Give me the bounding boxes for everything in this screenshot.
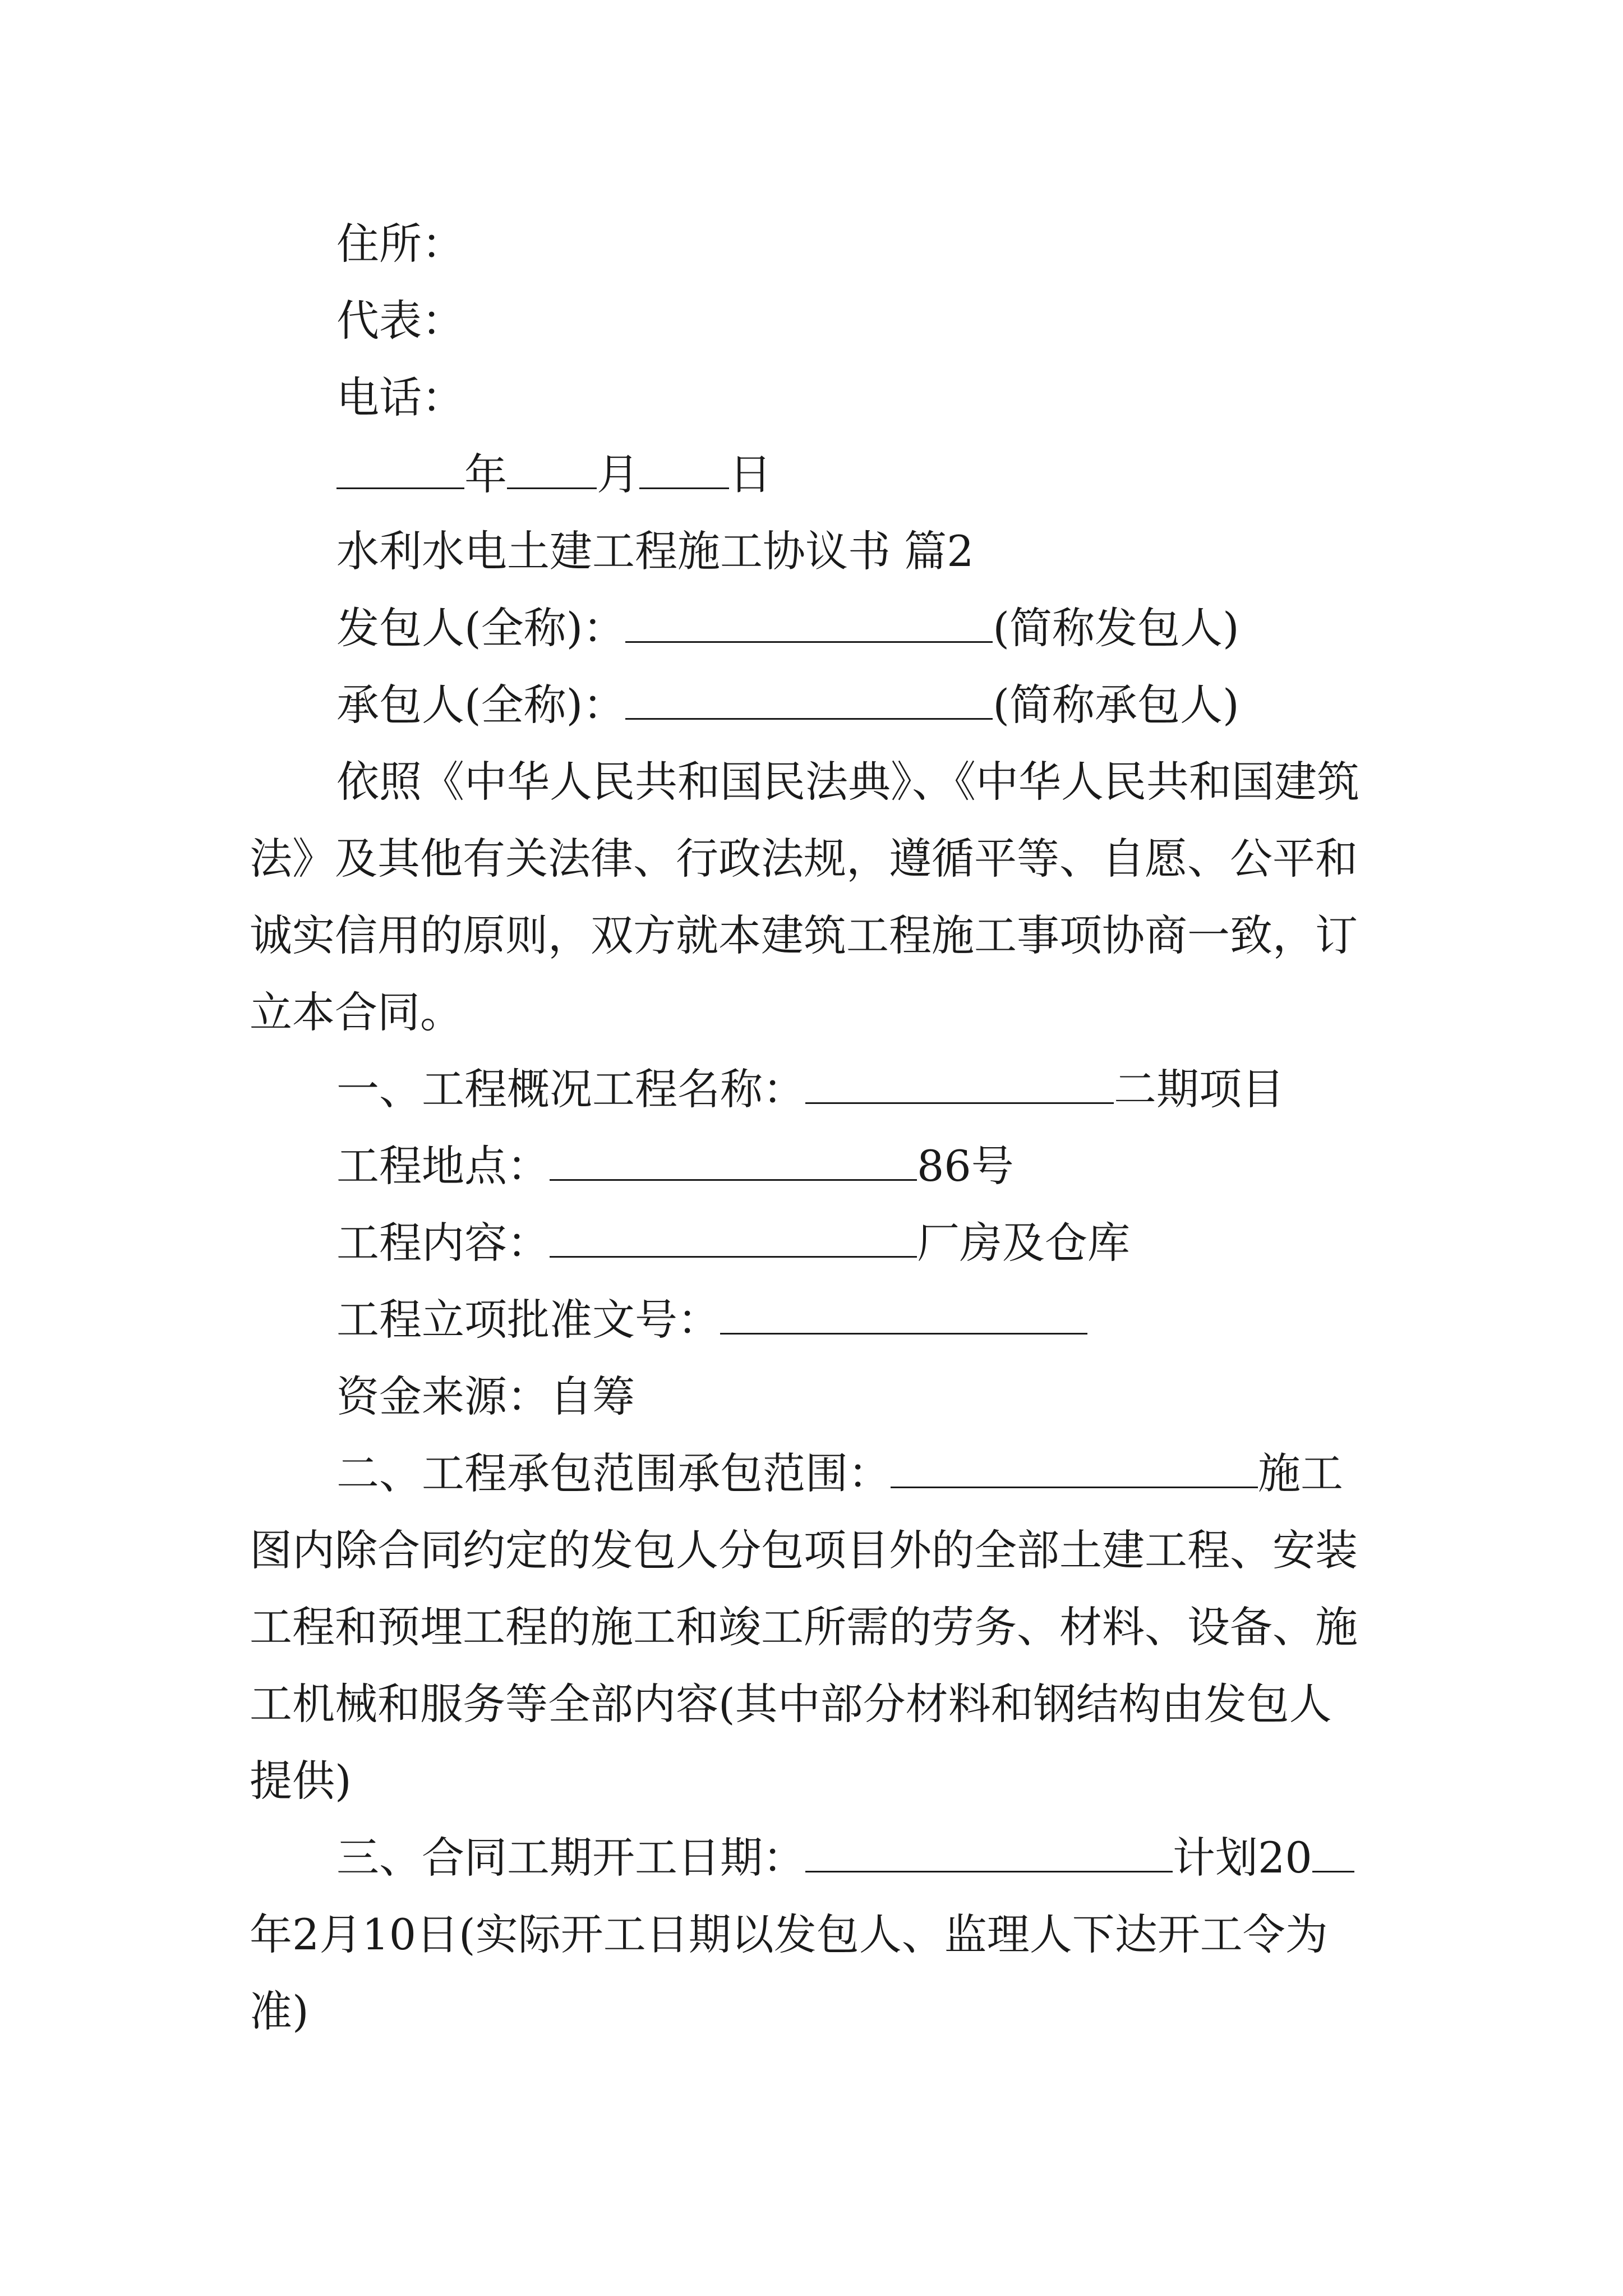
project-name-suffix: 二期项目: [1114, 1064, 1284, 1114]
funding-line: [336, 1369, 635, 1425]
schedule-year-blank: [1312, 1832, 1354, 1872]
day-label: 日: [729, 449, 772, 499]
address-line: [336, 216, 464, 272]
project-content-line: [336, 1215, 1130, 1271]
representative-label: 代表：: [336, 296, 464, 346]
project-location-blank: [550, 1140, 917, 1181]
project-location-label: 工程地点：: [336, 1141, 550, 1191]
contractor-suffix: (简称承包人): [993, 680, 1239, 730]
representative-line: [336, 293, 464, 349]
para1-line-2: [250, 831, 1358, 887]
month-label: 月: [597, 449, 639, 499]
project-content-suffix: 厂房及仓库: [917, 1218, 1130, 1268]
employer-suffix: (简称发包人): [993, 603, 1239, 653]
month-blank: [507, 448, 597, 489]
project-content-blank: [550, 1217, 917, 1258]
para2-text-3: 工机械和服务等全部内容(其中部分材料和钢结构由发包人: [250, 1679, 1332, 1729]
scope-suffix: 施工: [1258, 1448, 1343, 1498]
employer-line: [336, 600, 1239, 656]
project-location-line: [336, 1138, 1014, 1194]
project-name-blank: [805, 1063, 1114, 1104]
employer-blank: [625, 602, 993, 643]
section-title: [336, 523, 974, 579]
scope-label: 二、工程承包范围承包范围：: [336, 1448, 891, 1498]
para2-text-1: 图内除合同约定的发包人分包项目外的全部土建工程、安装: [250, 1525, 1358, 1575]
contractor-blank: [625, 679, 993, 720]
para3-text-2: 准): [250, 1986, 309, 2036]
contractor-label: 承包人(全称)：: [336, 680, 626, 730]
schedule-label: 三、合同工期开工日期：: [336, 1833, 805, 1883]
phone-label: 电话：: [336, 372, 464, 422]
para1-line-4: [250, 984, 463, 1041]
schedule-suffix: 计划20: [1173, 1833, 1312, 1883]
para3-text-1: 年2月10日(实际开工日期以发包人、监理人下达开工令为: [250, 1910, 1328, 1959]
section-title-text: 水利水电土建工程施工协议书 篇2: [336, 526, 974, 576]
employer-label: 发包人(全称)：: [336, 603, 626, 653]
year-label: 年: [464, 449, 507, 499]
para1-text-1: 依照《中华人民共和国民法典》、《中华人民共和国建筑: [336, 757, 1359, 807]
para2-text-4: 提供): [250, 1756, 352, 1806]
scope-blank: [891, 1447, 1258, 1488]
para1-text-2: 法》及其他有关法律、行政法规，遵循平等、自愿、公平和: [250, 834, 1358, 884]
scope-line: [336, 1446, 1343, 1502]
para1-text-4: 立本合同。: [250, 987, 463, 1037]
project-location-suffix: 86号: [917, 1141, 1014, 1191]
approval-number-label: 工程立项批准文号：: [336, 1295, 720, 1345]
para2-text-2: 工程和预埋工程的施工和竣工所需的劳务、材料、设备、施: [250, 1602, 1358, 1652]
para2-line-2: [250, 1599, 1358, 1655]
approval-number-blank: [720, 1294, 1087, 1335]
schedule-line: [336, 1830, 1354, 1886]
para2-line-4: [250, 1753, 352, 1809]
project-name-line: [336, 1061, 1284, 1117]
day-blank: [639, 448, 729, 489]
para1-text-3: 诚实信用的原则，双方就本建筑工程施工事项协商一致，订: [250, 910, 1358, 960]
schedule-blank: [805, 1832, 1173, 1872]
address-label: 住所：: [336, 219, 464, 269]
date-line: [336, 447, 772, 503]
project-content-label: 工程内容：: [336, 1218, 550, 1268]
year-blank: [336, 448, 464, 489]
para3-line-2: [250, 1984, 309, 2040]
phone-line: [336, 370, 464, 426]
para1-line-1: [336, 754, 1359, 810]
funding-text: 资金来源：自筹: [336, 1372, 635, 1421]
para2-line-3: [250, 1676, 1332, 1732]
approval-number-line: [336, 1292, 1087, 1348]
para2-line-1: [250, 1522, 1358, 1579]
project-name-label: 一、工程概况工程名称：: [336, 1064, 805, 1114]
contractor-line: [336, 677, 1239, 733]
para1-line-3: [250, 908, 1358, 964]
para3-line-1: [250, 1907, 1328, 1963]
